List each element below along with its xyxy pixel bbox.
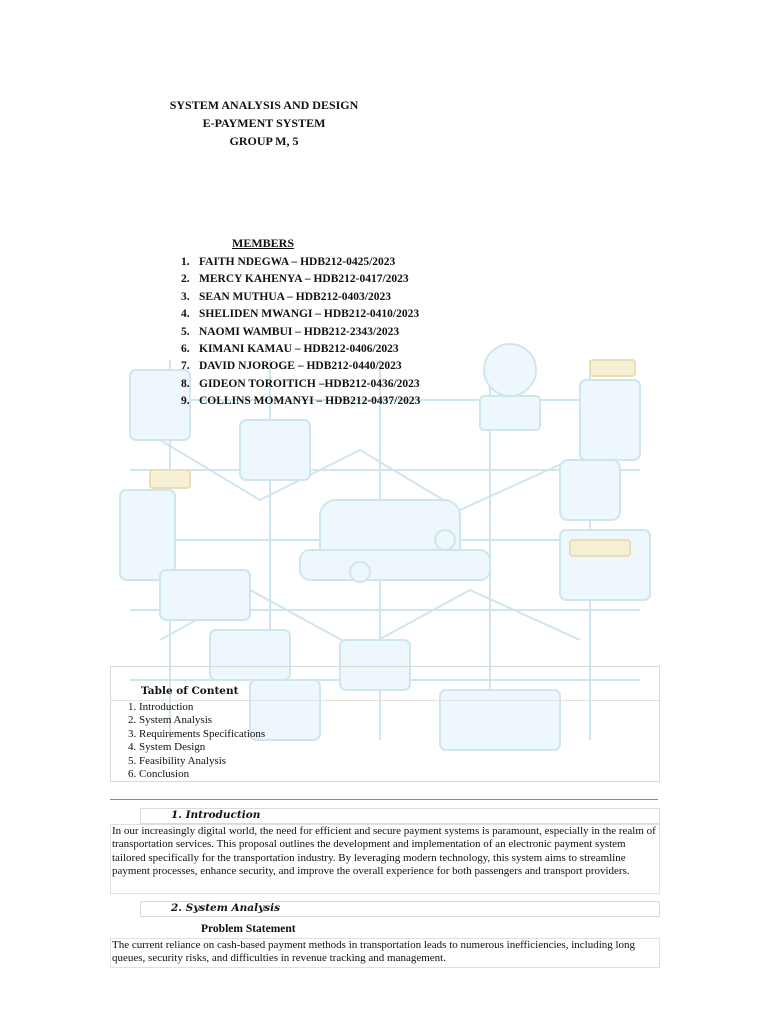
member-number: 6.	[181, 342, 190, 355]
group-label: GROUP M, 5	[229, 134, 299, 148]
member-item	[181, 254, 420, 271]
member-number: 8.	[181, 377, 190, 390]
introduction-text: In our increasingly digital world, the need for efficient and secure payment systems is paramount, especially in the realm of transportation services. This proposal outlines the development and implementation of an electronic payment system tailored specifically for the transportation industry. By leveraging modern technology, this system aims to streamline payment processes, enhance security, and improve the overall experience for both passengers and transport providers.	[112, 825, 656, 878]
members-heading: MEMBERS	[232, 236, 295, 250]
introduction-heading: 1. Introduction	[171, 809, 261, 821]
member-item	[181, 324, 420, 341]
toc-item: 5. Feasibility Analysis	[128, 754, 227, 767]
member-name: SEAN MUTHUA – HDB212-0403/2023	[199, 290, 391, 303]
member-name: COLLINS MOMANYI – HDB212-0437/2023	[199, 395, 421, 408]
member-item	[181, 393, 420, 410]
member-name: DAVID NJOROGE – HDB212-0440/2023	[199, 360, 402, 373]
member-item	[181, 289, 420, 306]
member-name: MERCY KAHENYA – HDB212-0417/2023	[199, 273, 409, 286]
problem-statement-box	[110, 938, 660, 968]
toc-item: 2. System Analysis	[128, 714, 213, 727]
toc-item: 4. System Design	[128, 741, 206, 754]
table-of-content	[110, 666, 660, 782]
toc-item: 3. Requirements Specifications	[128, 727, 266, 740]
toc-item: 1. Introduction	[128, 701, 194, 713]
member-number: 5.	[181, 325, 190, 338]
member-name: NAOMI WAMBUI – HDB212-2343/2023	[199, 325, 400, 338]
member-item	[181, 306, 420, 323]
toc-title: Table of Content	[141, 685, 239, 697]
member-item	[181, 376, 420, 393]
cover-title	[140, 96, 388, 150]
toc-item: 6. Conclusion	[128, 767, 190, 780]
member-number: 2.	[181, 273, 190, 286]
member-number: 7.	[181, 360, 190, 373]
problem-statement-heading: Problem Statement	[201, 923, 296, 935]
member-name: FAITH NDEGWA – HDB212-0425/2023	[199, 256, 396, 268]
member-number: 3.	[181, 290, 190, 303]
member-name: SHELIDEN MWANGI – HDB212-0410/2023	[199, 308, 420, 321]
member-item	[181, 341, 420, 358]
toc-list	[128, 701, 265, 781]
member-number: 4.	[181, 308, 190, 321]
problem-statement-text: The current reliance on cash-based payment methods in transportation leads to numerous inefficiencies, including long queues, security risks, and difficulties in revenue tracking and management.	[112, 939, 636, 965]
members-list	[181, 254, 420, 411]
member-number: 1.	[181, 256, 190, 268]
member-item	[181, 271, 420, 288]
course-title: SYSTEM ANALYSIS AND DESIGN	[169, 98, 359, 112]
system-analysis-heading: 2. System Analysis	[171, 902, 280, 914]
member-item	[181, 358, 420, 375]
project-title: E-PAYMENT SYSTEM	[202, 116, 326, 130]
section-divider	[110, 799, 658, 800]
member-name: KIMANI KAMAU – HDB212-0406/2023	[199, 342, 399, 355]
member-name: GIDEON TOROITICH –HDB212-0436/2023	[199, 377, 420, 390]
introduction-box	[110, 824, 660, 894]
toc-title-row	[111, 667, 659, 701]
member-number: 9.	[181, 395, 190, 408]
